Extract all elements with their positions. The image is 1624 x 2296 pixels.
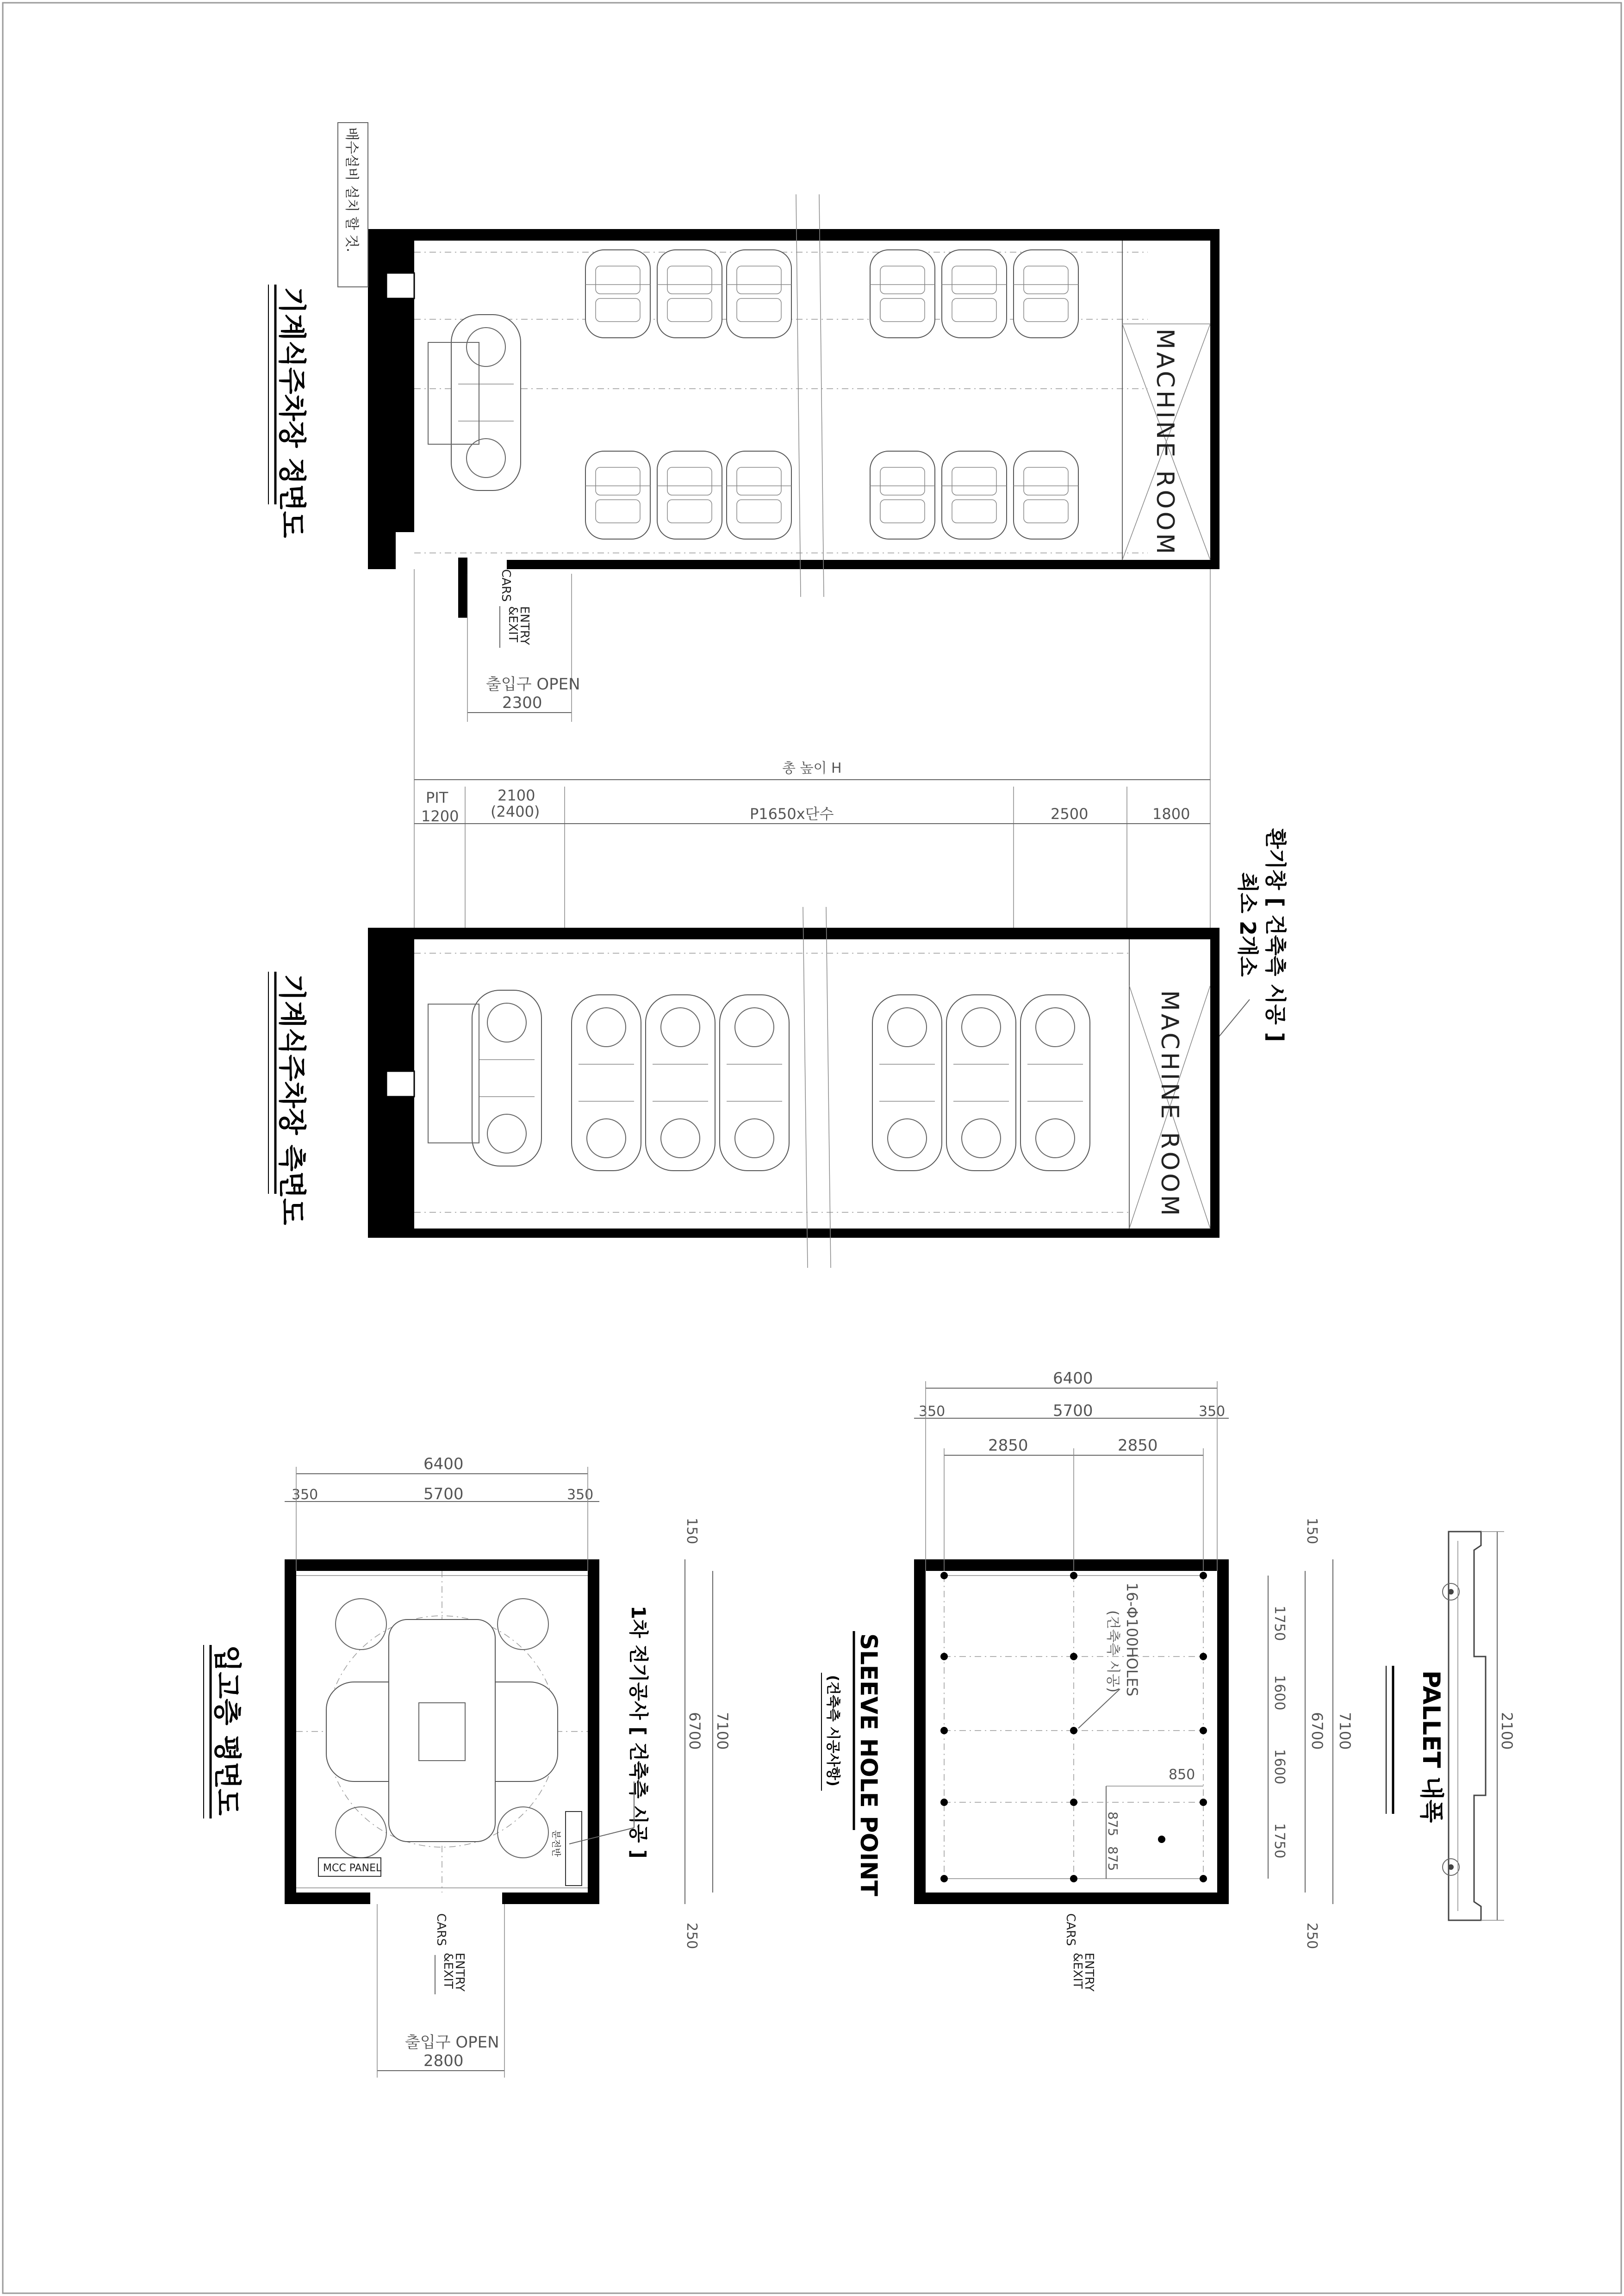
dim-2100: 2100 [498, 787, 535, 804]
plan-h6700: 6700 [686, 1712, 703, 1750]
sleeve-w2850-r: 2850 [1118, 1436, 1158, 1455]
plan-w350-r: 350 [567, 1487, 594, 1503]
cars-label-front-b: ENTRY [517, 606, 531, 645]
dim-stage: P1650x단수 [750, 805, 834, 823]
cars-label-sleeve-a: CARS [1064, 1913, 1077, 1946]
total-height-label: 총 높이 H [782, 760, 842, 776]
sleeve-w350-l: 350 [919, 1403, 946, 1420]
front-open-label: 출입구 OPEN [486, 675, 580, 694]
pallet-w2100: 2100 [1498, 1712, 1516, 1750]
cars-label-plan-b: ENTRY [453, 1953, 467, 1992]
machine-room-label-side: MACHINE ROOM [1156, 990, 1183, 1219]
elec-panel-label: 분전반 [551, 1830, 562, 1857]
sleeve-h1750-a: 1750 [1271, 1606, 1288, 1641]
front-view-title: 기계식주차장 정면도 [275, 287, 308, 538]
sleeve-w5700: 5700 [1053, 1402, 1093, 1420]
mcc-panel-label: MCC PANEL [323, 1862, 382, 1874]
sleeve-w2850-l: 2850 [988, 1436, 1028, 1455]
sleeve-h250: 250 [1304, 1923, 1320, 1949]
front-open-value: 2300 [502, 694, 542, 712]
pallet-title: PALLET 내폭 [1417, 1670, 1445, 1823]
pallet-section [1443, 1532, 1504, 1920]
sleeve-h850: 850 [1169, 1767, 1195, 1783]
machine-room-label-front: MACHINE ROOM [1151, 329, 1179, 557]
side-view [368, 907, 1220, 1268]
plan-w350-l: 350 [292, 1487, 318, 1503]
sleeve-h875-a: 875 [1105, 1812, 1120, 1837]
plan-w6400: 6400 [423, 1455, 464, 1473]
side-view-title: 기계식주차장 측면도 [275, 974, 308, 1225]
holes-note-2: (건축측 시공) [1105, 1610, 1121, 1693]
electrical-note: 1차 전기공사 [ 건축측 시공 ] [627, 1606, 650, 1859]
sleeve-h6700: 6700 [1308, 1712, 1326, 1750]
cars-label-plan-c: &EXIT [441, 1953, 455, 1989]
sleeve-h1600-b: 1600 [1271, 1749, 1288, 1785]
vent-note-2: 최소 2개소 [1235, 872, 1260, 977]
sleeve-h875-b: 875 [1105, 1846, 1120, 1871]
sleeve-title: SLEEVE HOLE POINT [855, 1633, 882, 1896]
sleeve-h150: 150 [1304, 1518, 1320, 1545]
sleeve-w350-r: 350 [1199, 1403, 1226, 1420]
cars-label-front-c: &EXIT [506, 606, 520, 643]
sleeve-h1750-b: 1750 [1271, 1823, 1288, 1859]
entry-floor-plan [285, 1559, 599, 1904]
front-view [368, 194, 1220, 618]
cars-label-sleeve-c: &EXIT [1070, 1953, 1084, 1989]
dim-1800: 1800 [1152, 805, 1190, 823]
plan-open-value: 2800 [423, 2052, 464, 2070]
sleeve-w6400: 6400 [1053, 1369, 1093, 1388]
pit-label: PIT [426, 789, 448, 807]
drainage-note: 배수설비 설치 할 것. [343, 127, 360, 252]
cars-label-sleeve-b: ENTRY [1082, 1953, 1096, 1992]
cars-label-front-a: CARS [499, 569, 513, 602]
dim-2500: 2500 [1051, 805, 1089, 823]
plan-h250: 250 [684, 1923, 700, 1949]
holes-note-1: 16-Φ100HOLES [1123, 1582, 1141, 1697]
cars-label-plan-a: CARS [434, 1913, 448, 1946]
sleeve-h1600-a: 1600 [1271, 1675, 1288, 1711]
sleeve-subtitle: (건축측 시공사항) [825, 1675, 841, 1787]
plan-h150: 150 [684, 1518, 700, 1545]
entry-plan-title: 입고층 평면도 [211, 1645, 243, 1816]
dim-2400: (2400) [491, 803, 540, 820]
pit-value: 1200 [421, 807, 459, 825]
plan-w5700: 5700 [423, 1485, 464, 1503]
plan-h7100: 7100 [714, 1712, 731, 1750]
sleeve-h7100: 7100 [1336, 1712, 1354, 1750]
vent-note-1: 환기창 [ 건축측 시공 ] [1263, 828, 1288, 1042]
plan-open-label: 출입구 OPEN [405, 2033, 499, 2052]
